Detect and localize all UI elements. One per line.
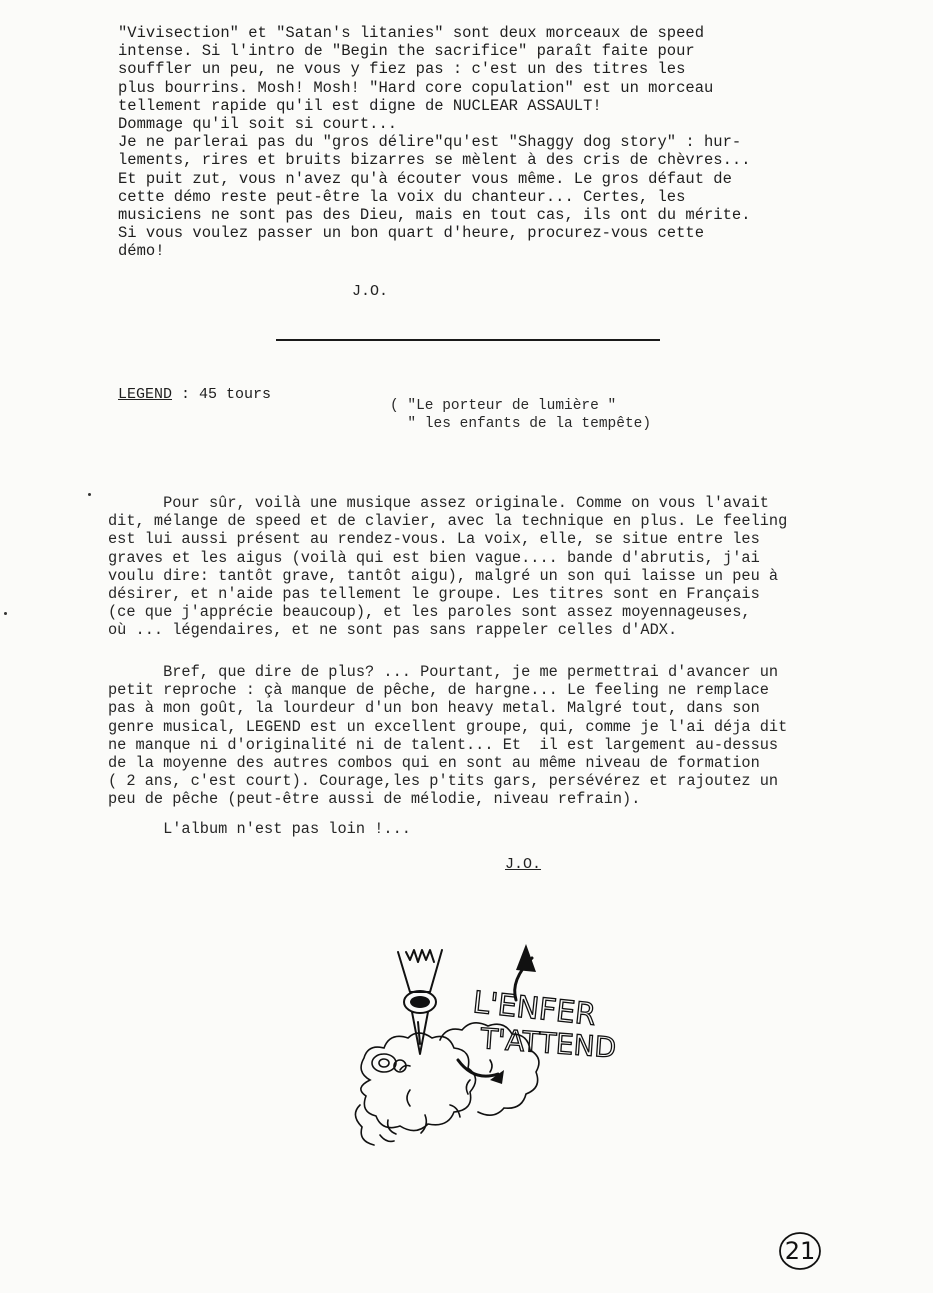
signature-legend-review: J.O. bbox=[505, 856, 542, 873]
legend-review-heading bbox=[118, 386, 271, 403]
track-titles: ( "Le porteur de lumière " " les enfants de la tempête) bbox=[390, 398, 652, 432]
hand-drawn-illustration bbox=[340, 930, 660, 1160]
page-number bbox=[777, 1230, 823, 1272]
section-divider bbox=[276, 339, 660, 341]
drawing-caption-line-1: L'ENFER bbox=[471, 985, 598, 1033]
drawing-caption-line-2: T'ATTEND bbox=[479, 1022, 618, 1065]
page-number-text: 21 bbox=[784, 1237, 816, 1265]
legend-review-paragraph-2: Bref, que dire de plus? ... Pourtant, je me permettrai d'avancer un petit reproche : çà manque de pêche, de hargne... Le feeling ne remplace pas à mon goût, la lourdeur d'un bon heavy metal. Malgré tout, dans son genre musical, LEGEND est un excellent groupe, qui, comme je l'ai déja dit ne manque ni d'originalité ni de talent... Et il est largement au-dessus de la moyenne des autres combos qui en sont au même niveau de formation ( 2 ans, c'est court). Courage,les p'tits gars, persévérez et rajoutez un peu de pêche (peut-être aussi de mélodie, niveau refrain). bbox=[108, 663, 788, 809]
signature-first-review: J.O. bbox=[352, 283, 389, 300]
adx-review-text: "Vivisection" et "Satan's litanies" sont deux morceaux de speed intense. Si l'intro de "Begin the sacrifice" paraît faite pour souffler un peu, ne vous y fiez pas : c'est un des titres les plus bourrins. Mosh! Mosh! "Hard core copulation" est un morceau tellement rapide qu'il est digne de NUCLEAR ASSAULT! Dommage qu'il soit si court... Je ne parlerai pas du "gros délire"qu'est "Shaggy dog story" : hur- lements, rires et bruits bizarres se mèlent à des cris de chèvres... Et puit zut, vous n'avez qu'à écouter vous même. Le gros défaut de cette démo reste peut-être la voix du chanteur... Certes, les musiciens ne sont pas des Dieu, mais en tout cas, ils ont du mérite. Si vous voulez passer un bon quart d'heure, procurez-vous cette démo! bbox=[118, 24, 751, 261]
legend-review-paragraph-1: Pour sûr, voilà une musique assez originale. Comme on vous l'avait dit, mélange de speed et de clavier, avec la technique en plus. Le feeling est lui aussi présent au rendez-vous. La voix, elle, se situe entre les graves et les aigus (voilà qui est bien vague.... bande d'abrutis, j'ai voulu dire: tantôt grave, tantôt aigu), malgré un son qui laisse un peu à désirer, et n'aide pas tellement le groupe. Les titres sont en Français (ce que j'apprécie beaucoup), et les paroles sont assez moyennageuses, où ... légendaires, et ne sont pas sans rappeler celles d'ADX. bbox=[108, 494, 788, 640]
ink-speck bbox=[88, 493, 91, 496]
legend-review-closing: L'album n'est pas loin !... bbox=[108, 820, 411, 838]
band-name: LEGEND bbox=[118, 386, 173, 403]
ink-speck bbox=[4, 612, 7, 615]
release-format: : 45 tours bbox=[172, 386, 272, 403]
